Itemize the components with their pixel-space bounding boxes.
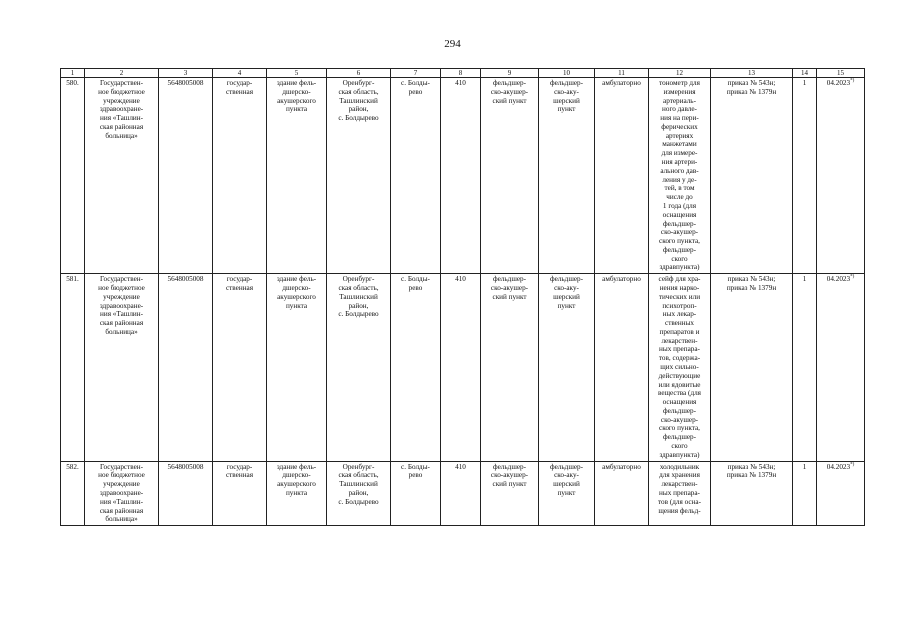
deadline-date: 04.2023 [826,275,851,284]
ownership-type-cell: государ- ственная [213,274,267,461]
page-number: 294 [444,38,461,50]
address-cell: Оренбург- ская область, Ташлинский район, с. Болдырево [327,274,391,461]
building-name-cell: здание фель- дшерско- акушерского пункта [267,78,327,274]
regulation-order-cell: приказ № 543н; приказ № 1379н [711,274,793,461]
settlement-cell: с. Болды- рево [391,461,441,525]
footnote-mark: *) [850,274,855,280]
building-name-cell: здание фель- дшерско- акушерского пункта [267,461,327,525]
organization-name-cell: Государствен- ное бюджетное учреждение здравоохране- ния «Ташлин- ская районная больница» [85,274,159,461]
org-code-cell: 5648005008 [159,78,213,274]
organization-name-cell: Государствен- ное бюджетное учреждение здравоохране- ния «Ташлин- ская районная больница» [85,461,159,525]
footnote-mark: *) [850,78,855,84]
facility-type-cell: фельдшер- ско-акушер- ский пункт [481,78,539,274]
row-number-cell: 581. [61,274,85,461]
facility-type-cell: фельдшер- ско-акушер- ский пункт [481,461,539,525]
equipment-description-cell: сейф для хра- нения нарко- тических или психотроп- ных лекар- ственных препаратов и лекарствен- ных препара- тов, содержа- щих сильно- действующие или ядовитые вещества (для оснащения фельдшер- ско-акушер- ского пункта, фельдшер- ского здравпункта) [649,274,711,461]
population-cell: 410 [441,274,481,461]
column-header-9: 9 [481,69,539,78]
care-form-cell: амбулаторно [595,274,649,461]
care-form-cell: амбулаторно [595,78,649,274]
column-header-13: 13 [711,69,793,78]
ownership-type-cell: государ- ственная [213,461,267,525]
care-form-cell: амбулаторно [595,461,649,525]
regulation-order-cell: приказ № 543н; приказ № 1379н [711,78,793,274]
column-header-3: 3 [159,69,213,78]
unit-type-cell: фельдшер- ско-аку- шерский пункт [539,274,595,461]
row-number-cell: 580. [61,78,85,274]
equipment-description-cell: холодильник для хранения лекарствен- ных препара- тов (для осна- щения фельд- [649,461,711,525]
org-code-cell: 5648005008 [159,461,213,525]
column-header-14: 14 [793,69,817,78]
unit-type-cell: фельдшер- ско-аку- шерский пункт [539,461,595,525]
quantity-cell: 1 [793,461,817,525]
column-header-5: 5 [267,69,327,78]
deadline-date: 04.2023 [826,79,851,87]
quantity-cell: 1 [793,274,817,461]
footnote-mark: *) [850,462,855,468]
table-row [61,274,865,461]
org-code-cell: 5648005008 [159,274,213,461]
facility-type-cell: фельдшер- ско-акушер- ский пункт [481,274,539,461]
column-header-8: 8 [441,69,481,78]
row-number-cell: 582. [61,461,85,525]
building-name-cell: здание фель- дшерско- акушерского пункта [267,274,327,461]
column-header-12: 12 [649,69,711,78]
settlement-cell: с. Болды- рево [391,274,441,461]
unit-type-cell: фельдшер- ско-аку- шерский пункт [539,78,595,274]
organization-name-cell: Государствен- ное бюджетное учреждение здравоохране- ния «Ташлин- ская районная больница» [85,78,159,274]
table-row [61,461,865,525]
population-cell: 410 [441,461,481,525]
column-header-11: 11 [595,69,649,78]
column-header-1: 1 [61,69,85,78]
deadline-date: 04.2023 [826,462,851,471]
address-cell: Оренбург- ская область, Ташлинский район, с. Болдырево [327,461,391,525]
register-table [60,68,865,526]
column-header-4: 4 [213,69,267,78]
population-cell: 410 [441,78,481,274]
column-header-2: 2 [85,69,159,78]
column-header-7: 7 [391,69,441,78]
deadline-date-cell [817,461,865,525]
ownership-type-cell: государ- ственная [213,78,267,274]
column-header-10: 10 [539,69,595,78]
equipment-description-cell: тонометр для измерения артериаль- ного давле- ния на пери- ферических артериях манжетами для измере- ния артери- ального дав- ления у де- тей, в том числе до 1 года (для оснащения фельдшер- ско-акушер- ского пункта, фельдшер- ского здравпункта) [649,78,711,274]
deadline-date-cell [817,274,865,461]
regulation-order-cell: приказ № 543н; приказ № 1379н [711,461,793,525]
column-number-header [61,69,865,78]
column-header-6: 6 [327,69,391,78]
table-row [61,78,865,274]
settlement-cell: с. Болды- рево [391,78,441,274]
address-cell: Оренбург- ская область, Ташлинский район, с. Болдырево [327,78,391,274]
column-header-15: 15 [817,69,865,78]
deadline-date-cell [817,78,865,274]
quantity-cell: 1 [793,78,817,274]
